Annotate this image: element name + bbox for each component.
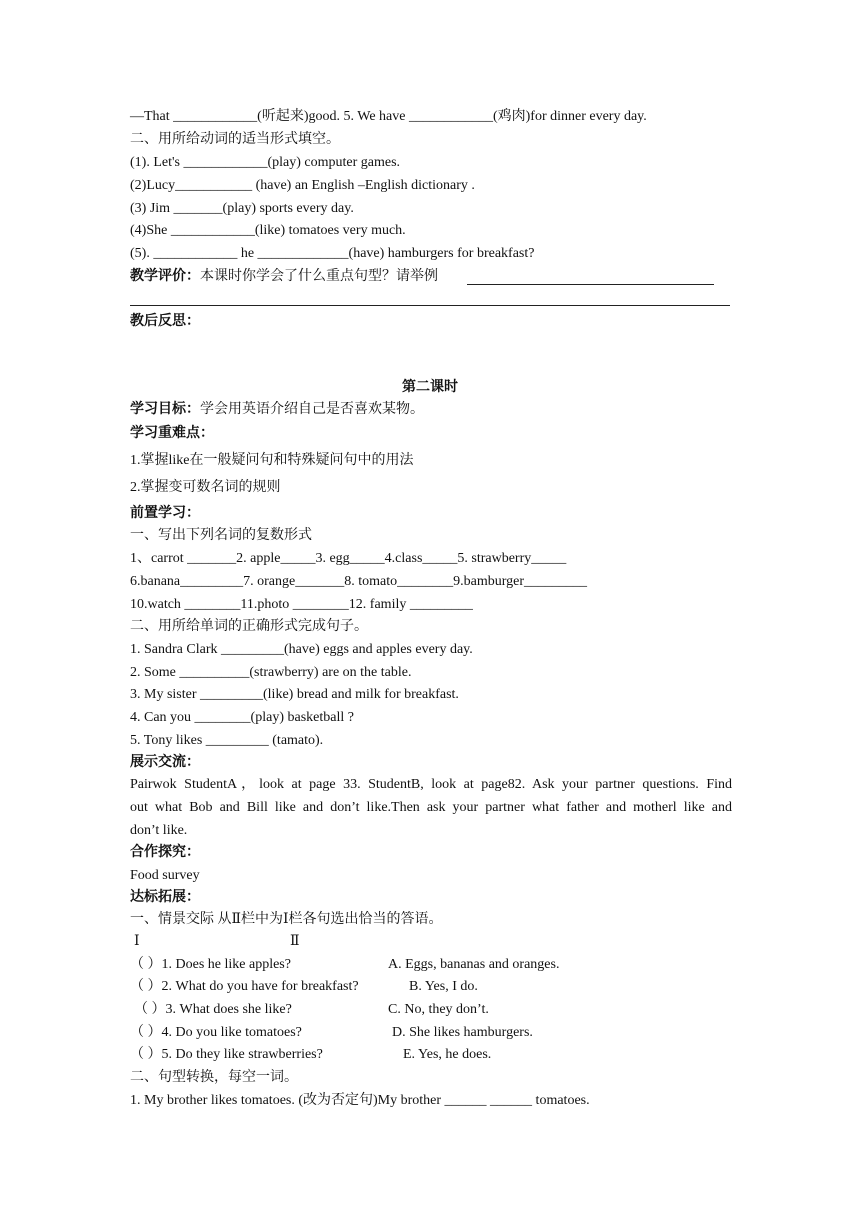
verb-question-2: (2)Lucy___________ (have) an English –English dictionary .	[130, 178, 475, 193]
verb-question-4: (4)She ____________(like) tomatoes very much.	[130, 223, 406, 238]
section-verb-form-title: 二、用所给动词的适当形式填空。	[130, 132, 340, 147]
pairwork-line-2: out what Bob and Bill like and don’t like.Then ask your partner what father and motherl like and	[130, 800, 732, 815]
match-question-3: （ ）3. What does she like?	[134, 1002, 292, 1017]
pairwork-line-3: don’t like.	[130, 823, 188, 838]
sentence-section-title: 二、用所给单词的正确形式完成句子。	[130, 619, 368, 634]
conversion-question-1: 1. My brother likes tomatoes. (改为否定句)My brother ______ ______ tomatoes.	[130, 1093, 590, 1108]
match-question-1: （ ）1. Does he like apples?	[130, 957, 291, 972]
plural-row-2: 6.banana_________7. orange_______8. tomato________9.bamburger_________	[130, 574, 588, 589]
match-answer-d: D. She likes hamburgers.	[392, 1025, 533, 1040]
learning-goal-text: 学会用英语介绍自己是否喜欢某物。	[200, 402, 424, 417]
verb-question-5: (5). ____________ he _____________(have) hamburgers for breakfast?	[130, 246, 535, 261]
match-question-2: （ ）2. What do you have for breakfast?	[130, 979, 359, 994]
learning-goal	[130, 401, 424, 419]
match-answer-b: B. Yes, I do.	[409, 979, 478, 994]
sentence-conversion-title: 二、句型转换，每空一词。	[130, 1070, 298, 1085]
post-teaching-reflection-label: 教后反思：	[130, 314, 200, 329]
lesson-2-title: 第二课时	[402, 380, 458, 395]
pairwork-line-1: Pairwok StudentA，look at page 33. StudentB, look at page82. Ask your partner questions. Find	[130, 777, 732, 792]
plural-section-title: 一、写出下列名词的复数形式	[130, 528, 312, 543]
teaching-evaluation-label: 教学评价：	[130, 269, 200, 284]
key-point-2: 2.掌握变可数名词的规则	[130, 480, 281, 495]
key-point-1: 1.掌握like在一般疑问句和特殊疑问句中的用法	[130, 453, 414, 468]
verb-question-3: (3) Jim _______(play) sports every day.	[130, 201, 354, 216]
match-answer-e: E. Yes, he does.	[403, 1047, 492, 1062]
sentence-5: 5. Tony likes _________ (tamato).	[130, 733, 324, 748]
verb-question-1: (1). Let's ____________(play) computer games.	[130, 155, 401, 170]
sentence-1: 1. Sandra Clark _________(have) eggs and apples every day.	[130, 642, 473, 657]
column-ii-header: Ⅱ	[290, 934, 300, 949]
fill-blank-line-that: —That ____________(听起来)good. 5. We have ____________(鸡肉)for dinner every day.	[130, 109, 647, 124]
sentence-2: 2. Some __________(strawberry) are on the table.	[130, 665, 412, 680]
teaching-evaluation-text: 本课时你学会了什么重点句型？请举例	[200, 269, 438, 284]
extension-label: 达标拓展：	[130, 890, 200, 905]
food-survey-text: Food survey	[130, 868, 200, 883]
sentence-3: 3. My sister _________(like) bread and milk for breakfast.	[130, 687, 459, 702]
match-answer-c: C. No, they don’t.	[388, 1002, 489, 1017]
plural-row-3: 10.watch ________11.photo ________12. family _________	[130, 597, 473, 612]
match-question-4: （ ）4. Do you like tomatoes?	[130, 1025, 302, 1040]
pre-study-label: 前置学习：	[130, 506, 200, 521]
match-question-5: （ ）5. Do they like strawberries?	[130, 1047, 323, 1062]
teaching-evaluation	[130, 268, 438, 286]
column-i-header: Ⅰ	[134, 934, 140, 949]
evaluation-answer-rule	[467, 284, 714, 285]
sentence-4: 4. Can you ________(play) basketball ?	[130, 710, 354, 725]
match-answer-a: A. Eggs, bananas and oranges.	[388, 957, 560, 972]
matching-section-title: 一、情景交际 从Ⅱ栏中为Ⅰ栏各句选出恰当的答语。	[130, 912, 443, 927]
cooperation-label: 合作探究：	[130, 845, 200, 860]
learning-goal-label: 学习目标：	[130, 402, 200, 417]
show-exchange-label: 展示交流：	[130, 755, 200, 770]
evaluation-answer-rule-2	[130, 305, 730, 306]
key-points-label: 学习重难点：	[130, 426, 214, 441]
plural-row-1: 1、carrot _______2. apple_____3. egg_____4.class_____5. strawberry_____	[130, 551, 567, 566]
